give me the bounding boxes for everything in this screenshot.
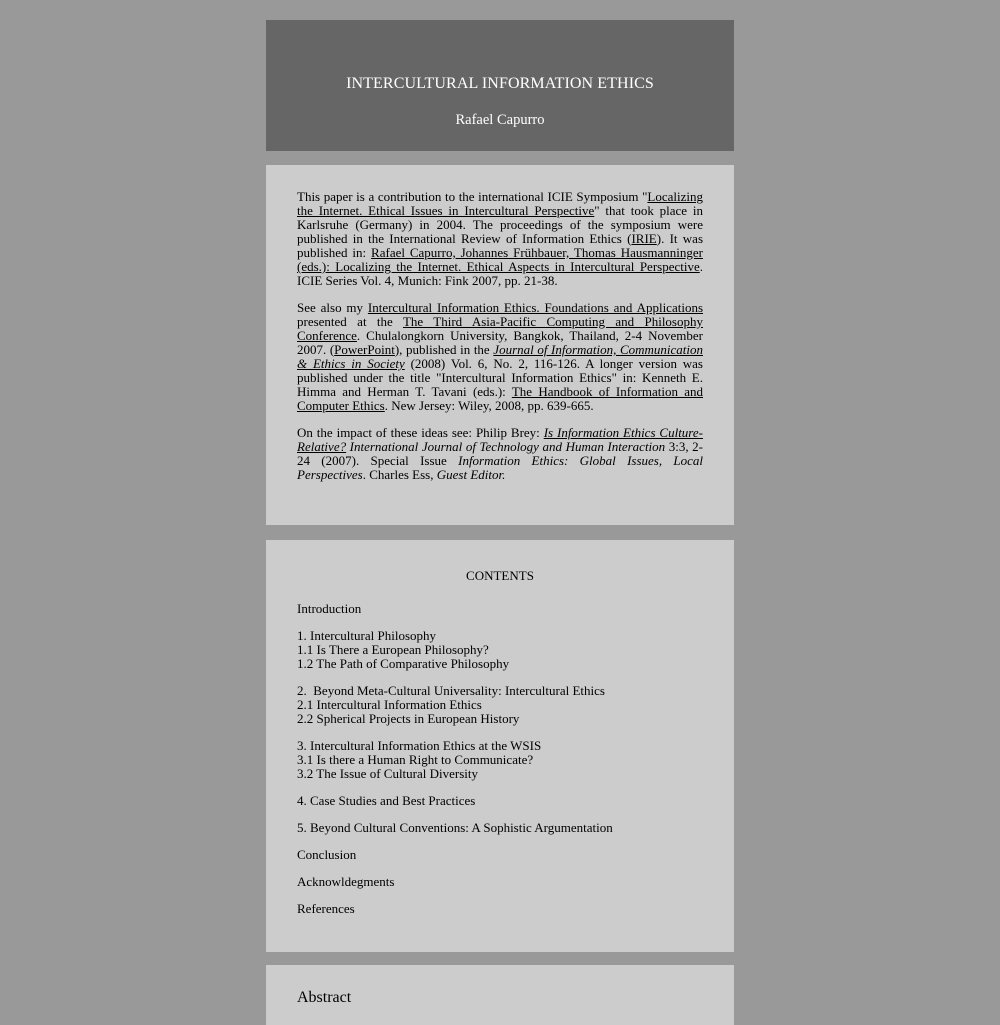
- abstract-title: Abstract: [297, 989, 352, 1006]
- reference-link[interactable]: PowerPoint: [334, 342, 395, 357]
- reference-link[interactable]: The Handbook of Information and Computer Ethics: [297, 384, 703, 413]
- contents-item: References: [297, 901, 355, 916]
- reference-link[interactable]: Journal of Information, Communication & Ethics in Society: [297, 342, 703, 371]
- reference-link[interactable]: Rafael Capurro, Johannes Frühbauer, Thomas Hausmanninger (eds.): Localizing the Internet. Ethical Aspects in Intercultural Perspective: [297, 245, 703, 274]
- paragraph-text: " that took place in Karlsruhe (Germany) in 2004. The proceedings of the symposium were published in the International Review of Information Ethics (: [297, 203, 703, 246]
- paragraph-text: International Journal of Technology and Human Interaction: [346, 439, 666, 454]
- paragraph-text: (2008) Vol. 6, No. 2, 116-126. A longer version was published under the title "Intercultural Information Ethics" in: Kenneth E. Himma and Herman T. Tavani (eds.):: [297, 356, 703, 399]
- contents-group: [297, 848, 703, 862]
- contents-item: 1.2 The Path of Comparative Philosophy: [297, 656, 510, 671]
- contents-item: 3. Intercultural Information Ethics at the WSIS: [297, 738, 542, 753]
- contents-group: [297, 629, 703, 671]
- contents-item: 3.2 The Issue of Cultural Diversity: [297, 766, 479, 781]
- abstract-panel: [266, 965, 734, 1025]
- paragraph-text: 3:3, 2-24 (2007). Special Issue: [297, 439, 703, 468]
- intro-panel: [266, 165, 734, 525]
- contents-item: Conclusion: [297, 847, 357, 862]
- paragraph-text: This paper is a contribution to the international ICIE Symposium ": [297, 189, 648, 204]
- contents-item: 1.1 Is There a European Philosophy?: [297, 642, 489, 657]
- contents-group: [297, 794, 703, 808]
- contents-group: [297, 739, 703, 781]
- reference-link[interactable]: The Third Asia-Pacific Computing and Philosophy Conference: [297, 314, 703, 343]
- contents-item: 4. Case Studies and Best Practices: [297, 793, 476, 808]
- paragraph-text: See also my: [297, 300, 368, 315]
- contents-group: [297, 684, 703, 726]
- reference-link[interactable]: Intercultural Information Ethics. Foundations and Applications: [367, 300, 703, 315]
- contents-item: 2. Beyond Meta-Cultural Universality: Intercultural Ethics: [297, 683, 605, 698]
- contents-title: CONTENTS: [466, 568, 534, 583]
- contents-group: [297, 602, 703, 616]
- contents-item: Introduction: [297, 601, 362, 616]
- paragraph-text: . New Jersey: Wiley, 2008, pp. 639-665.: [384, 398, 594, 413]
- paragraph-text: Information Ethics: Global Issues, Local Perspectives: [297, 453, 704, 482]
- paragraph-text: Guest Editor.: [436, 467, 506, 482]
- contents-item: Acknowldegments: [297, 874, 395, 889]
- intro-paragraph-1: [297, 190, 703, 288]
- header-panel: [266, 20, 734, 151]
- contents-group: [297, 902, 703, 916]
- author-name: Rafael Capurro: [455, 112, 545, 128]
- contents-group: [297, 875, 703, 889]
- contents-item: 2.2 Spherical Projects in European History: [297, 711, 520, 726]
- contents-list: [297, 602, 703, 916]
- paragraph-text: ), published in the: [394, 342, 494, 357]
- intro-paragraph-3: [297, 426, 703, 482]
- paragraph-text: ). It was published in:: [297, 231, 703, 260]
- contents-item: 2.1 Intercultural Information Ethics: [297, 697, 482, 712]
- paragraph-text: On the impact of these ideas see: Philip Brey:: [297, 425, 544, 440]
- page-title: INTERCULTURAL INFORMATION ETHICS: [346, 75, 654, 92]
- contents-item: 5. Beyond Cultural Conventions: A Sophistic Argumentation: [297, 820, 613, 835]
- contents-panel: [266, 540, 734, 952]
- contents-group: [297, 821, 703, 835]
- reference-link[interactable]: Localizing the Internet. Ethical Issues in Intercultural Perspective: [297, 189, 703, 218]
- intro-paragraph-2: [297, 301, 703, 413]
- paragraph-text: . ICIE Series Vol. 4, Munich: Fink 2007, pp. 21-38.: [297, 259, 703, 288]
- contents-item: 1. Intercultural Philosophy: [297, 628, 437, 643]
- paragraph-text: presented at the: [297, 314, 403, 329]
- paragraph-text: . Charles Ess,: [362, 467, 437, 482]
- paragraph-text: . Chulalongkorn University, Bangkok, Thailand, 2-4 November 2007. (: [297, 328, 703, 357]
- contents-item: 3.1 Is there a Human Right to Communicate?: [297, 752, 534, 767]
- reference-link[interactable]: IRIE: [631, 231, 657, 246]
- reference-link[interactable]: Is Information Ethics Culture-Relative?: [297, 425, 703, 454]
